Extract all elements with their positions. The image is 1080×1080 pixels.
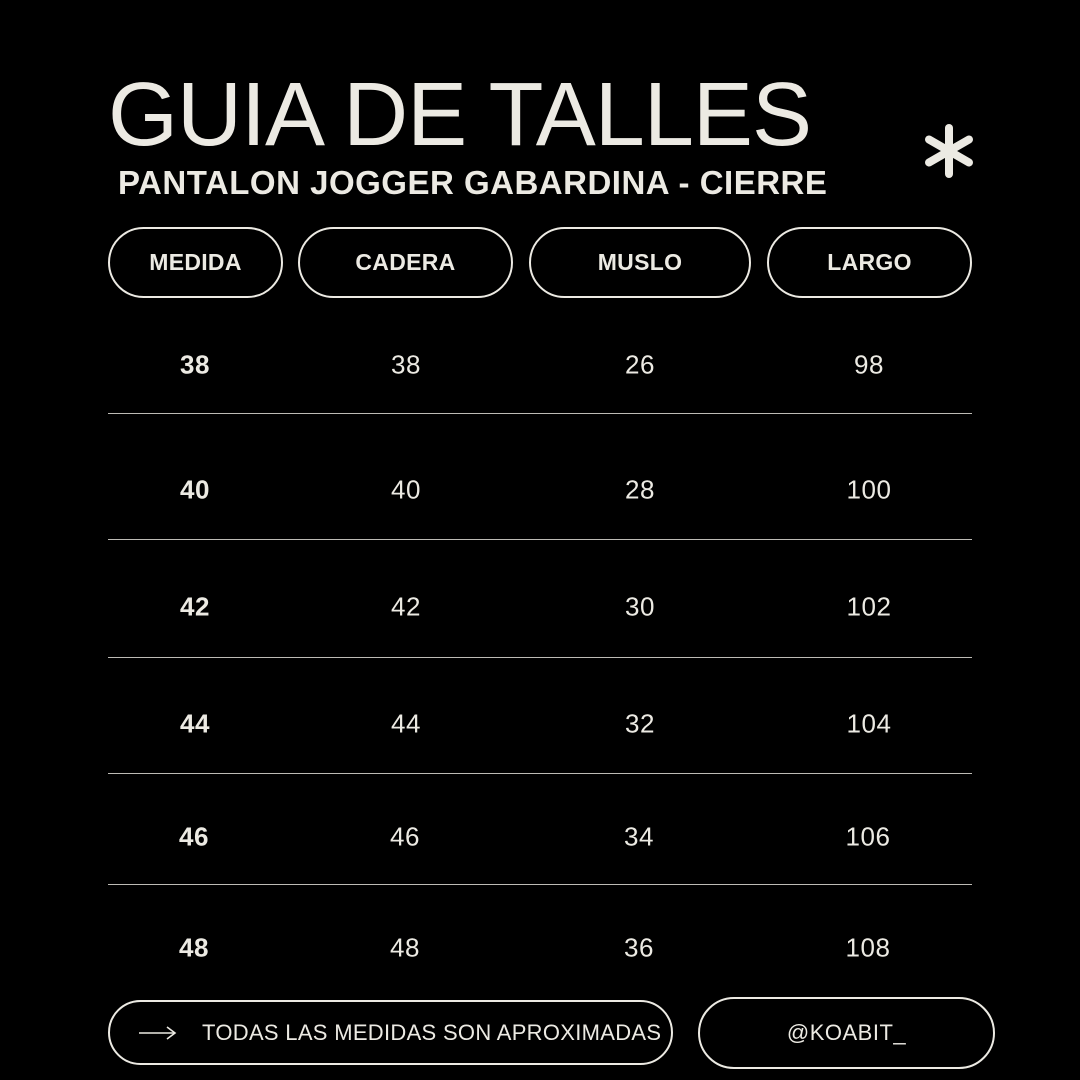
cell-muslo: 26 xyxy=(625,349,655,380)
disclaimer-pill xyxy=(108,1000,673,1065)
asterisk-icon xyxy=(920,122,978,180)
cell-largo: 108 xyxy=(845,932,891,963)
cell-largo: 106 xyxy=(845,821,891,852)
cell-medida: 46 xyxy=(179,821,209,852)
column-header-muslo: MUSLO xyxy=(529,227,751,298)
product-subtitle: PANTALON JOGGER GABARDINA - CIERRE xyxy=(118,164,828,201)
cell-medida: 44 xyxy=(180,708,210,739)
row-divider xyxy=(108,773,972,774)
page-title: GUIA DE TALLES xyxy=(108,65,811,165)
cell-medida: 48 xyxy=(179,932,209,963)
disclaimer-text: TODAS LAS MEDIDAS SON APROXIMADAS xyxy=(202,1019,662,1045)
cell-cadera: 38 xyxy=(391,349,421,380)
row-divider xyxy=(108,884,972,885)
cell-muslo: 34 xyxy=(624,821,654,852)
cell-cadera: 40 xyxy=(391,474,421,505)
cell-cadera: 44 xyxy=(391,708,421,739)
cell-muslo: 30 xyxy=(625,591,655,622)
cell-muslo: 28 xyxy=(625,474,655,505)
social-handle-pill[interactable] xyxy=(698,997,995,1069)
cell-medida: 40 xyxy=(180,474,210,505)
cell-largo: 102 xyxy=(846,591,892,622)
cell-largo: 100 xyxy=(846,474,892,505)
cell-medida: 42 xyxy=(180,591,210,622)
row-divider xyxy=(108,413,972,414)
cell-cadera: 42 xyxy=(391,591,421,622)
column-header-largo: LARGO xyxy=(767,227,972,298)
arrow-right-icon xyxy=(138,1026,178,1040)
cell-largo: 98 xyxy=(854,349,884,380)
row-divider xyxy=(108,657,972,658)
cell-cadera: 46 xyxy=(390,821,420,852)
row-divider xyxy=(108,539,972,540)
social-handle: @KOABIT_ xyxy=(786,1020,907,1045)
cell-medida: 38 xyxy=(180,349,210,380)
cell-largo: 104 xyxy=(846,708,892,739)
column-header-cadera: CADERA xyxy=(298,227,513,298)
cell-muslo: 36 xyxy=(624,932,654,963)
cell-muslo: 32 xyxy=(625,708,655,739)
cell-cadera: 48 xyxy=(390,932,420,963)
column-header-medida: MEDIDA xyxy=(108,227,283,298)
